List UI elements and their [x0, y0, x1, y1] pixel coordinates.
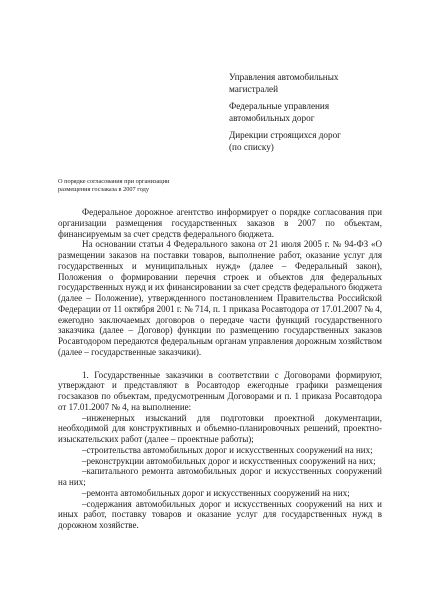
- paragraph-intro: Федеральное дорожное агентство информирует о порядке согласования при организации размещения государственных заказов в 2007 по объектам, финансируемым за счет средств федерального бюджета.: [58, 207, 382, 239]
- paragraph-point-1: 1. Государственные заказчики в соответствии с Договорами формируют, утверждают и представляют в Росавтодор ежегодные графики размещения госзаказов по объектам, предусмотренным Договорами и п. 1 приказа Росавтодора от 17.01.2007 № 4, на выполнение:: [58, 369, 382, 412]
- addressee-line: магистралей: [229, 83, 279, 94]
- addressee-line: автомобильных дорог: [229, 112, 315, 123]
- subject-line: размещения госзаказа в 2007 году: [58, 186, 150, 194]
- list-item: –строительства автомобильных дорог и искусственных сооружений на них;: [82, 444, 373, 455]
- paragraph-spacer: [58, 358, 382, 370]
- letter-body: [58, 207, 382, 531]
- subject-line: О порядке согласования при организации: [58, 178, 170, 185]
- list-item: –ремонта автомобильных дорог и искусственных сооружений на них;: [82, 487, 350, 498]
- addressee-block: [229, 72, 404, 159]
- addressee-road-administrations: [229, 72, 404, 95]
- addressee-line: Федеральные управления: [229, 101, 330, 111]
- addressee-federal-administrations: [229, 101, 404, 124]
- addressee-directorates: [229, 130, 404, 153]
- list-item: –реконструкции автомобильных дорог и искусственных сооружений на них;: [82, 455, 376, 466]
- addressee-line: Управления автомобильных: [229, 72, 339, 82]
- addressee-line: (по списку): [229, 141, 274, 152]
- list-item: –инженерных изысканий для подготовки проектной документации, необходимой для конструктивных и объемно-планировочных решений, проектно-изыскательских работ (далее – проектные работы);: [58, 412, 382, 444]
- list-item: –содержания автомобильных дорог и искусственных сооружений на них и иных работ, поставку товаров и оказание услуг для государственных нужд в дорожном хозяйстве.: [58, 498, 382, 530]
- letter-subject: [58, 178, 218, 194]
- paragraph-legal-basis: На основании статьи 4 Федерального закона от 21 июля 2005 г. № 94-ФЗ «О размещении заказов на поставки товаров, выполнение работ, оказание услуг для государственных и муниципальных нужд» (далее – Федеральный закон), Положения о формировании перечня строек и объектов для федеральных государственных нужд и их финансировании за счет средств федерального бюджета (далее – Положение), утвержденного постановлением Правительства Российской Федерации от 11 октября 2001 г. № 714, п. 1 приказа Росавтодора от 17.01.2007 № 4, ежегодно заключаемых договоров о передаче части функций государственного заказчика (далее – Договор) функции по размещению государственных заказов Росавтодором передаются федеральным органам управления дорожным хозяйством (далее – государственные заказчики).: [58, 239, 382, 357]
- list-item: –капитального ремонта автомобильных дорог и искусственных сооружений на них;: [58, 466, 382, 487]
- addressee-line: Дирекции строящихся дорог: [229, 130, 341, 140]
